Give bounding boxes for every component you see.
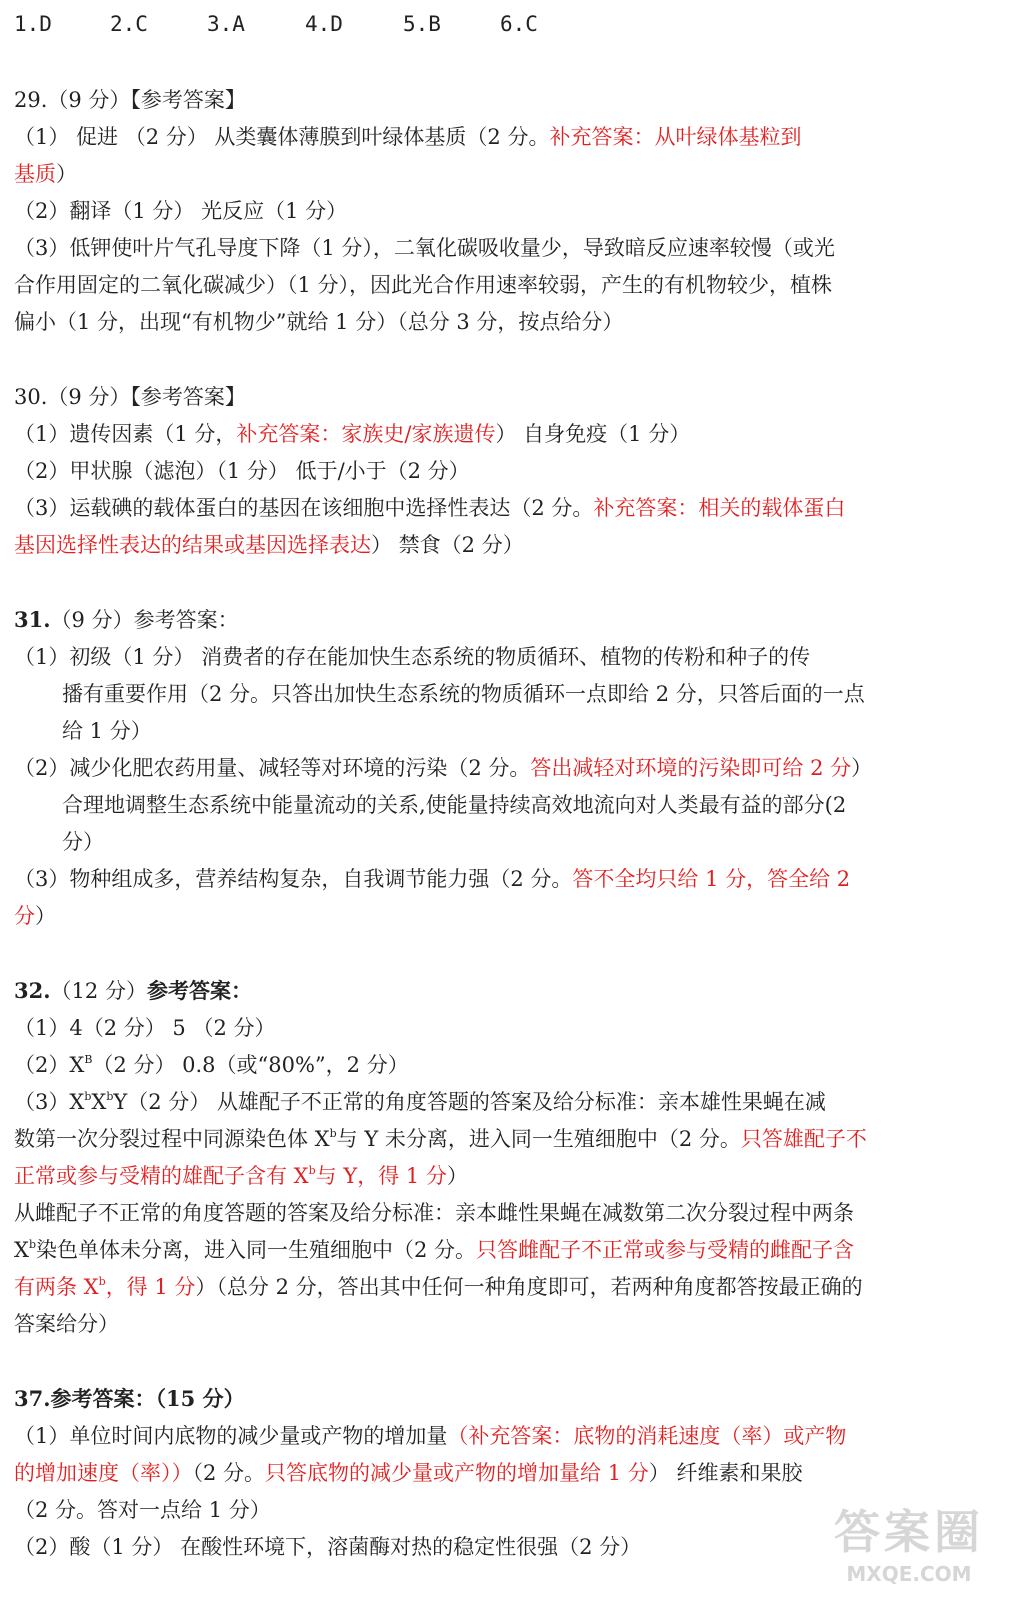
q32-line-7: $X^b$染色单体未分离，进入同一生殖细胞中（2 分。只答雌配子不正常或参与受精的雌配子含 xyxy=(14,1238,855,1262)
q31-line-4: （2）减少化肥农药用量、减轻等对环境的污染（2 分。答出减轻对环境的污染即可给 2 分） xyxy=(14,756,873,780)
q31-line-3: 给 1 分） xyxy=(62,719,152,743)
q32-line-8: 有两条 $X^b$，得 1 分）（总分 2 分，答出其中任何一种角度即可，若两种角度都答按最正确的 xyxy=(14,1275,863,1299)
q37-line-4: （2）酸（1 分） 在酸性环境下，溶菌酶对热的稳定性很强（2 分） xyxy=(14,1535,642,1559)
mc-answer-3: 3.A xyxy=(207,12,245,36)
q30-title: 30.（9 分）【参考答案】 xyxy=(14,385,246,409)
q32-line-4: 数第一次分裂过程中同源染色体 $X^b$与 Y 未分离，进入同一生殖细胞中（2 分。只答雄配子不 xyxy=(14,1127,867,1151)
q29-title: 29.（9 分）【参考答案】 xyxy=(14,88,246,112)
q31-supplement-1: 答出减轻对环境的污染即可给 2 分 xyxy=(530,756,852,780)
q29-line-5: 合作用固定的二氧化碳减少）（1 分），因此光合作用速率较弱，产生的有机物较少，植株 xyxy=(14,273,833,297)
q31-title: 31.（9 分）参考答案： xyxy=(14,607,239,632)
q32-supplement-1: 只答雄配子不 xyxy=(740,1127,867,1151)
q37-line-1: （1）单位时间内底物的减少量或产物的增加量（补充答案：底物的消耗速度（率）或产物 xyxy=(14,1424,847,1448)
q31-line-5: 合理地调整生态系统中能量流动的关系,使能量持续高效地流向对人类最有益的部分(2 xyxy=(62,793,847,817)
q30-line-1: （1）遗传因素（1 分，补充答案：家族史/家族遗传） 自身免疫（1 分） xyxy=(14,422,691,446)
q32-line-3: $(3)X^bX^bY(2$ 分） 从雄配子不正常的角度答题的答案及给分标准：亲本雄性果蝇在减 xyxy=(14,1090,826,1114)
q37-title: 37.参考答案：（15 分） xyxy=(14,1386,245,1411)
q32-supplement-2: 只答雌配子不正常或参与受精的雌配子含 xyxy=(476,1238,855,1262)
q37-supplement-2: 只答底物的减少量或产物的增加量给 1 分 xyxy=(265,1461,649,1485)
mc-answer-1: 1.D xyxy=(14,12,52,36)
q31-supplement-2: 答不全均只给 1 分，答全给 2 xyxy=(572,867,851,891)
q32-line-1: （1）4（2 分） 5 （2 分） xyxy=(14,1016,276,1040)
q32-title: 32.（12 分）参考答案： xyxy=(14,978,252,1003)
q37-line-3: （2 分。答对一点给 1 分） xyxy=(14,1498,271,1522)
mc-answer-4: 4.D xyxy=(305,12,343,36)
q31-line-2: 播有重要作用（2 分。只答出加快生态系统的物质循环一点即给 2 分，只答后面的一点 xyxy=(62,682,865,706)
q31-line-6: 分） xyxy=(62,830,104,854)
mc-answer-5: 5.B xyxy=(403,12,441,36)
q32-line-9: 答案给分） xyxy=(14,1312,119,1336)
q32-line-6: 从雌配子不正常的角度答题的答案及给分标准：亲本雌性果蝇在减数第二次分裂过程中两条 xyxy=(14,1201,854,1225)
q31-line-7: （3）物种组成多，营养结构复杂，自我调节能力强（2 分。答不全均只给 1 分，答全给 2 xyxy=(14,867,851,891)
q32-line-5: 正常或参与受精的雄配子含有 $X^b$与 Y，得 1 分） xyxy=(14,1164,468,1188)
watermark-url: MXQE.COM xyxy=(846,1562,972,1586)
q29-line-3: （2）翻译（1 分） 光反应（1 分） xyxy=(14,199,348,223)
q29-line-4: （3）低钾使叶片气孔导度下降（1 分），二氧化碳吸收量少，导致暗反应速率较慢（或光 xyxy=(14,236,835,260)
q30-supplement-2: 补充答案：相关的载体蛋白 xyxy=(593,496,846,520)
q31-line-1: （1）初级（1 分） 消费者的存在能加快生态系统的物质循环、植物的传粉和种子的传 xyxy=(14,645,811,669)
q29-line-2: 基质） xyxy=(14,162,77,186)
q30-supplement-1: 补充答案：家族史/家族遗传 xyxy=(236,422,496,446)
mc-answer-2: 2.C xyxy=(110,12,148,36)
q29-supplement: 补充答案：从叶绿体基粒到 xyxy=(549,125,802,149)
mc-answer-6: 6.C xyxy=(500,12,538,36)
watermark xyxy=(834,1496,984,1586)
q29-line-1: （1） 促进 （2 分） 从类囊体薄膜到叶绿体基质（2 分。补充答案：从叶绿体基粒到 xyxy=(14,125,802,149)
q32-line-2: $(2)X^B(2$ 分） 0.8（或“80%”，2 分） xyxy=(14,1053,409,1077)
q29-line-6: 偏小（1 分，出现“有机物少”就给 1 分）（总分 3 分，按点给分） xyxy=(14,310,624,334)
q37-supplement-1: （补充答案：底物的消耗速度（率）或产物 xyxy=(447,1424,847,1448)
watermark-logo: 答案圈 xyxy=(834,1505,984,1559)
q30-line-2: （2）甲状腺（滤泡）（1 分） 低于/小于（2 分） xyxy=(14,459,470,483)
q30-line-3: （3）运载碘的载体蛋白的基因在该细胞中选择性表达（2 分。补充答案：相关的载体蛋白 xyxy=(14,496,846,520)
q37-line-2: 的增加速度（率））（2 分。只答底物的减少量或产物的增加量给 1 分） 纤维素和果胶 xyxy=(14,1461,803,1485)
q31-line-8: 分） xyxy=(14,904,56,928)
q30-line-4: 基因选择性表达的结果或基因选择表达） 禁食（2 分） xyxy=(14,533,524,557)
